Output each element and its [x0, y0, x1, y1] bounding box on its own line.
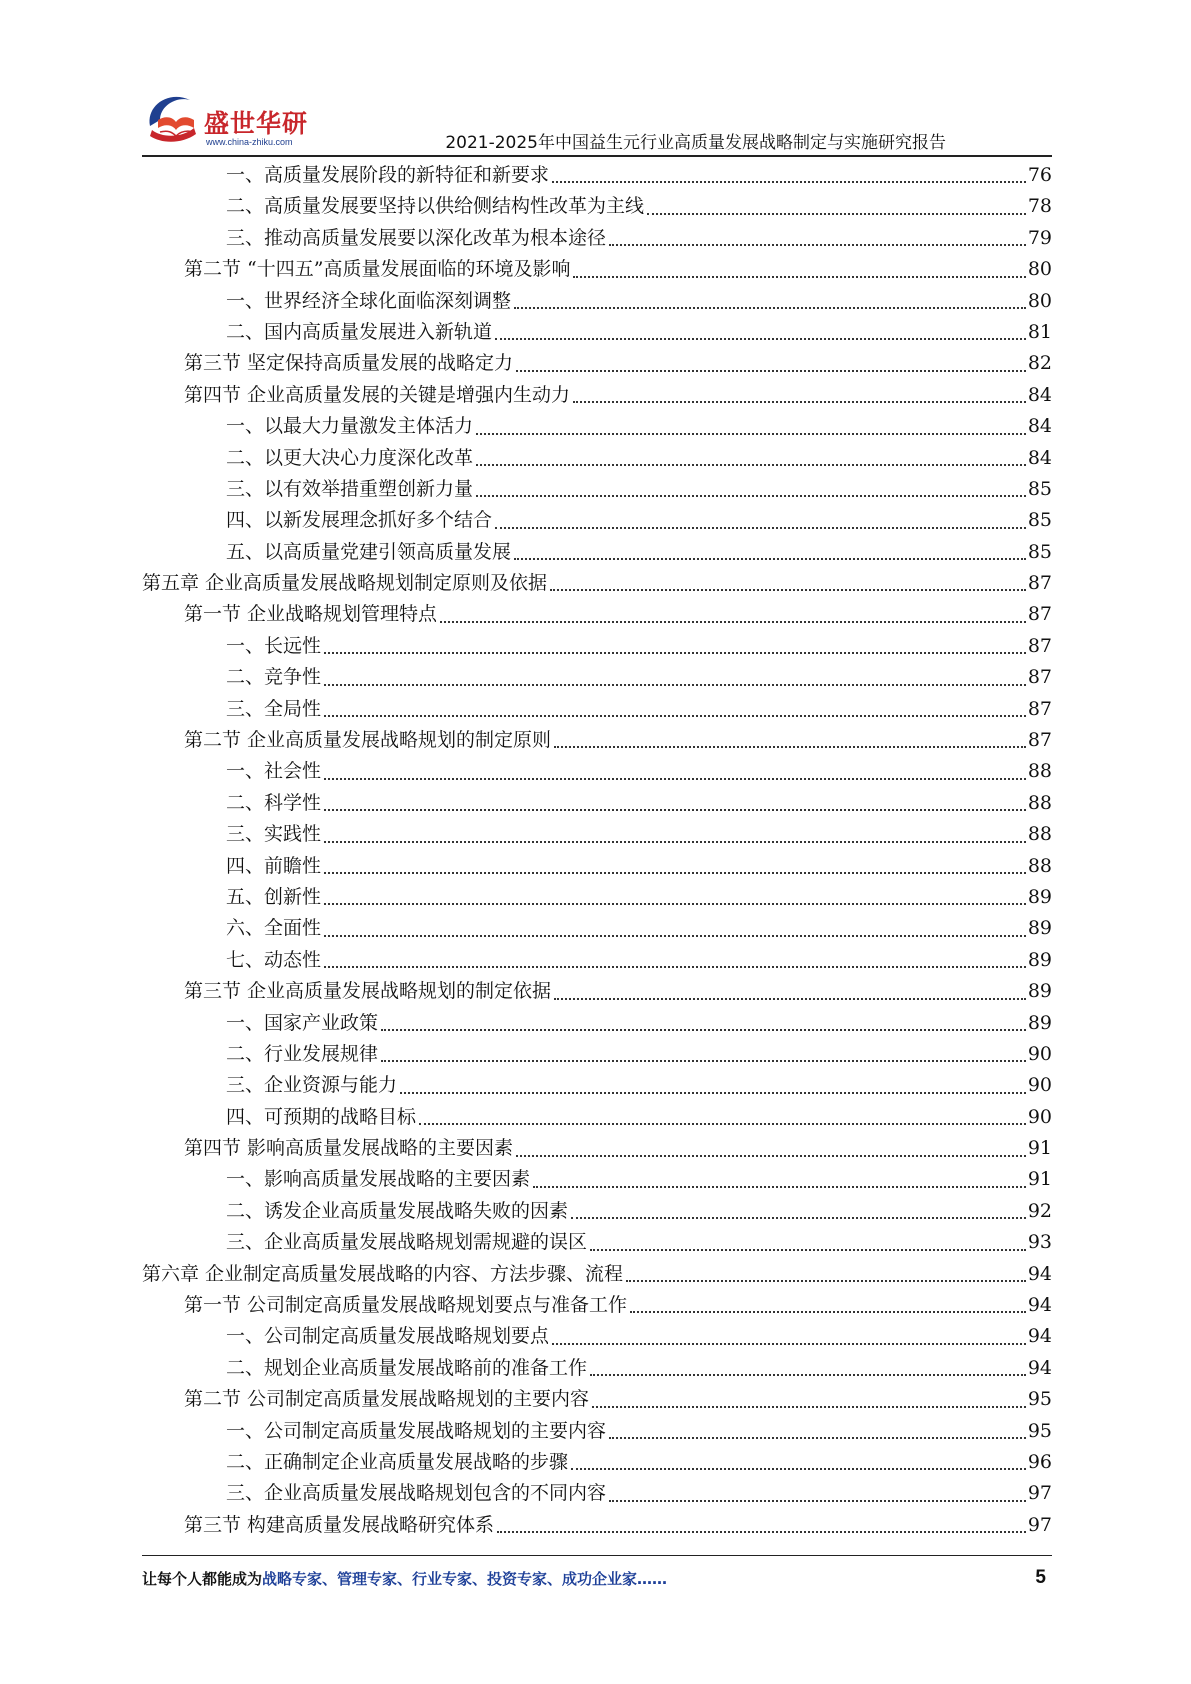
toc-dot-leader — [516, 1155, 1026, 1157]
toc-dot-leader — [381, 1060, 1026, 1062]
toc-entry-page: 91 — [1027, 1137, 1052, 1160]
toc-dot-leader — [554, 998, 1026, 1000]
toc-entry[interactable] — [142, 945, 1052, 976]
toc-entry-page: 80 — [1027, 289, 1052, 312]
report-title: 2021-2025年中国益生元行业高质量发展战略制定与实施研究报告 — [445, 133, 946, 153]
toc-entry-title: 一、社会性 — [226, 760, 322, 783]
toc-dot-leader — [626, 1280, 1026, 1282]
toc-entry[interactable] — [142, 756, 1052, 787]
toc-dot-leader — [609, 244, 1026, 246]
toc-entry-title: 一、公司制定高质量发展战略规划要点 — [226, 1325, 550, 1348]
toc-dot-leader — [514, 307, 1026, 309]
header-divider — [142, 155, 1052, 157]
toc-dot-leader — [324, 778, 1026, 780]
toc-entry-page: 88 — [1027, 791, 1052, 814]
toc-entry-title: 二、国内高质量发展进入新轨道 — [226, 320, 493, 343]
toc-entry[interactable] — [142, 851, 1052, 882]
toc-entry[interactable] — [142, 788, 1052, 819]
toc-entry-title: 第六章 企业制定高质量发展战略的内容、方法步骤、流程 — [142, 1262, 624, 1285]
toc-entry-page: 92 — [1027, 1199, 1052, 1222]
toc-entry-title: 三、企业高质量发展战略规划需规避的误区 — [226, 1231, 588, 1254]
toc-entry-page: 94 — [1027, 1262, 1052, 1285]
toc-dot-leader — [630, 1311, 1026, 1313]
logo-url: www.china-zhiku.com — [206, 137, 293, 147]
toc-entry[interactable] — [142, 1133, 1052, 1164]
toc-dot-leader — [400, 1092, 1026, 1094]
toc-entry-title: 一、公司制定高质量发展战略规划的主要内容 — [226, 1419, 607, 1442]
toc-entry-title: 一、高质量发展阶段的新特征和新要求 — [226, 163, 550, 186]
footer-divider — [142, 1555, 1052, 1556]
toc-dot-leader — [381, 1029, 1026, 1031]
toc-dot-leader — [516, 370, 1026, 372]
toc-entry-title: 第五章 企业高质量发展战略规划制定原则及依据 — [142, 572, 548, 595]
toc-dot-leader — [552, 181, 1026, 183]
toc-dot-leader — [495, 338, 1026, 340]
toc-dot-leader — [571, 1217, 1026, 1219]
footer-slogan-highlight: 战略专家、管理专家、行业专家、投资专家、成功企业家…… — [262, 1570, 668, 1588]
toc-entry-page: 89 — [1027, 917, 1052, 940]
toc-entry-page: 88 — [1027, 854, 1052, 877]
toc-entry[interactable] — [142, 1196, 1052, 1227]
toc-entry[interactable] — [142, 537, 1052, 568]
toc-entry-page: 95 — [1027, 1419, 1052, 1442]
toc-entry-title: 第二节 “十四五”高质量发展面临的环境及影响 — [184, 258, 571, 281]
toc-entry[interactable] — [142, 882, 1052, 913]
toc-entry-page: 76 — [1027, 163, 1052, 186]
toc-entry-page: 84 — [1027, 415, 1052, 438]
toc-dot-leader — [554, 746, 1026, 748]
toc-dot-leader — [324, 684, 1026, 686]
toc-entry-page: 84 — [1027, 383, 1052, 406]
toc-entry[interactable] — [142, 411, 1052, 442]
toc-entry[interactable] — [142, 1102, 1052, 1133]
toc-entry[interactable] — [142, 380, 1052, 411]
toc-dot-leader — [552, 1343, 1026, 1345]
toc-dot-leader — [573, 401, 1026, 403]
toc-entry[interactable] — [142, 568, 1052, 599]
toc-entry-title: 二、高质量发展要坚持以供给侧结构性改革为主线 — [226, 195, 645, 218]
toc-dot-leader — [440, 621, 1026, 623]
toc-entry[interactable] — [142, 348, 1052, 379]
toc-entry[interactable] — [142, 1353, 1052, 1384]
toc-entry-page: 88 — [1027, 823, 1052, 846]
toc-dot-leader — [324, 715, 1026, 717]
toc-entry-page: 90 — [1027, 1042, 1052, 1065]
toc-entry[interactable] — [142, 725, 1052, 756]
toc-entry[interactable] — [142, 819, 1052, 850]
toc-entry[interactable] — [142, 317, 1052, 348]
toc-entry[interactable] — [142, 474, 1052, 505]
footer-slogan-lead: 让每个人都能成为 — [142, 1570, 263, 1588]
toc-entry-title: 四、前瞻性 — [226, 854, 322, 877]
toc-entry-title: 第二节 公司制定高质量发展战略规划的主要内容 — [184, 1388, 590, 1411]
toc-entry-title: 二、行业发展规律 — [226, 1042, 379, 1065]
toc-entry[interactable] — [142, 631, 1052, 662]
toc-dot-leader — [647, 213, 1026, 215]
toc-entry[interactable] — [142, 1384, 1052, 1415]
toc-dot-leader — [324, 841, 1026, 843]
toc-entry[interactable] — [142, 1070, 1052, 1101]
toc-dot-leader — [324, 809, 1026, 811]
table-of-contents — [142, 160, 1052, 1541]
toc-entry-page: 97 — [1027, 1513, 1052, 1536]
toc-dot-leader — [592, 1406, 1026, 1408]
toc-entry[interactable] — [142, 599, 1052, 630]
toc-entry[interactable] — [142, 1321, 1052, 1352]
toc-entry[interactable] — [142, 1416, 1052, 1447]
toc-entry-page: 87 — [1027, 729, 1052, 752]
toc-entry-title: 二、科学性 — [226, 791, 322, 814]
toc-entry-page: 85 — [1027, 477, 1052, 500]
toc-dot-leader — [324, 966, 1026, 968]
toc-entry-title: 四、以新发展理念抓好多个结合 — [226, 509, 493, 532]
toc-dot-leader — [324, 903, 1026, 905]
toc-entry-page: 87 — [1027, 697, 1052, 720]
toc-dot-leader — [533, 1186, 1026, 1188]
toc-entry-page: 90 — [1027, 1074, 1052, 1097]
toc-dot-leader — [497, 1531, 1026, 1533]
page-header — [0, 0, 1191, 160]
logo-mark-icon — [142, 86, 208, 152]
toc-entry[interactable] — [142, 443, 1052, 474]
toc-entry-page: 88 — [1027, 760, 1052, 783]
toc-entry[interactable] — [142, 1447, 1052, 1478]
toc-entry[interactable] — [142, 913, 1052, 944]
toc-entry-page: 78 — [1027, 195, 1052, 218]
toc-entry[interactable] — [142, 1510, 1052, 1541]
page-number: 5 — [1035, 1567, 1046, 1588]
toc-entry-title: 第三节 坚定保持高质量发展的战略定力 — [184, 352, 514, 375]
toc-dot-leader — [324, 652, 1026, 654]
toc-entry-title: 一、世界经济全球化面临深刻调整 — [226, 289, 512, 312]
toc-entry-page: 87 — [1027, 572, 1052, 595]
toc-entry[interactable] — [142, 1227, 1052, 1258]
toc-entry-page: 87 — [1027, 634, 1052, 657]
toc-entry-title: 二、竞争性 — [226, 666, 322, 689]
toc-entry-page: 97 — [1027, 1482, 1052, 1505]
toc-entry-title: 一、影响高质量发展战略的主要因素 — [226, 1168, 531, 1191]
toc-entry-title: 第四节 企业高质量发展的关键是增强内生动力 — [184, 383, 571, 406]
toc-entry[interactable] — [142, 976, 1052, 1007]
toc-entry-page: 80 — [1027, 258, 1052, 281]
toc-entry-page: 81 — [1027, 320, 1052, 343]
toc-entry-title: 第一节 公司制定高质量发展战略规划要点与准备工作 — [184, 1294, 628, 1317]
toc-entry-page: 90 — [1027, 1105, 1052, 1128]
toc-entry-title: 一、以最大力量激发主体活力 — [226, 415, 474, 438]
toc-entry-page: 85 — [1027, 540, 1052, 563]
toc-entry-page: 96 — [1027, 1451, 1052, 1473]
toc-entry-page: 82 — [1027, 352, 1052, 375]
toc-entry[interactable] — [142, 1259, 1052, 1290]
toc-entry-title: 一、国家产业政策 — [226, 1011, 379, 1034]
toc-entry-page: 85 — [1027, 509, 1052, 532]
toc-entry-title: 四、可预期的战略目标 — [226, 1105, 417, 1128]
toc-entry-page: 89 — [1027, 1011, 1052, 1034]
toc-entry[interactable] — [142, 286, 1052, 317]
toc-entry[interactable] — [142, 160, 1052, 191]
toc-dot-leader — [495, 527, 1026, 529]
toc-entry-page: 79 — [1027, 226, 1052, 249]
page-footer — [142, 1568, 1052, 1598]
toc-dot-leader — [476, 433, 1026, 435]
toc-entry[interactable] — [142, 1165, 1052, 1196]
toc-dot-leader — [609, 1500, 1026, 1502]
toc-entry[interactable] — [142, 191, 1052, 222]
toc-entry-title: 三、企业资源与能力 — [226, 1074, 398, 1097]
toc-dot-leader — [573, 276, 1025, 278]
toc-entry-title: 第三节 企业高质量发展战略规划的制定依据 — [184, 980, 552, 1003]
toc-entry-title: 二、诱发企业高质量发展战略失败的因素 — [226, 1199, 569, 1222]
toc-entry-title: 三、以有效举措重塑创新力量 — [226, 477, 474, 500]
toc-entry-title: 第三节 构建高质量发展战略研究体系 — [184, 1513, 495, 1536]
toc-entry-page: 93 — [1027, 1231, 1052, 1254]
toc-entry[interactable] — [142, 1478, 1052, 1509]
toc-entry-title: 三、实践性 — [226, 823, 322, 846]
toc-entry-page: 94 — [1027, 1325, 1052, 1348]
toc-entry[interactable] — [142, 1039, 1052, 1070]
logo-name: 盛世华研 — [204, 109, 309, 138]
toc-entry-title: 七、动态性 — [226, 948, 322, 971]
toc-dot-leader — [324, 935, 1026, 937]
toc-dot-leader — [514, 558, 1026, 560]
toc-dot-leader — [476, 495, 1026, 497]
toc-entry-page: 87 — [1027, 666, 1052, 689]
toc-entry-page: 95 — [1027, 1388, 1052, 1411]
toc-entry-title: 五、创新性 — [226, 885, 322, 908]
toc-entry[interactable] — [142, 1290, 1052, 1321]
toc-entry[interactable] — [142, 694, 1052, 725]
toc-dot-leader — [590, 1249, 1026, 1251]
company-logo — [142, 86, 332, 156]
toc-entry-page: 87 — [1027, 603, 1052, 626]
toc-dot-leader — [324, 872, 1026, 874]
toc-entry-title: 三、推动高质量发展要以深化改革为根本途径 — [226, 226, 607, 249]
toc-entry[interactable] — [142, 223, 1052, 254]
toc-entry-page: 91 — [1027, 1168, 1052, 1191]
toc-dot-leader — [571, 1468, 1026, 1470]
toc-entry-page: 89 — [1027, 980, 1052, 1003]
toc-entry-title: 五、以高质量党建引领高质量发展 — [226, 540, 512, 563]
toc-dot-leader — [419, 1123, 1026, 1125]
toc-entry-title: 一、长远性 — [226, 634, 322, 657]
toc-dot-leader — [476, 464, 1026, 466]
toc-entry-page: 84 — [1027, 446, 1052, 469]
toc-entry-title: 第一节 企业战略规划管理特点 — [184, 603, 438, 626]
toc-entry-title: 二、以更大决心力度深化改革 — [226, 446, 474, 469]
toc-entry-page: 94 — [1027, 1294, 1052, 1317]
toc-entry[interactable] — [142, 662, 1052, 693]
toc-entry-title: 三、企业高质量发展战略规划包含的不同内容 — [226, 1482, 607, 1505]
toc-entry[interactable] — [142, 1008, 1052, 1039]
toc-entry-title: 第四节 影响高质量发展战略的主要因素 — [184, 1137, 514, 1160]
toc-entry-title: 第二节 企业高质量发展战略规划的制定原则 — [184, 729, 552, 752]
toc-entry-title: 六、全面性 — [226, 917, 322, 940]
toc-entry-title: 二、规划企业高质量发展战略前的准备工作 — [226, 1356, 588, 1379]
toc-entry-page: 94 — [1027, 1356, 1052, 1379]
toc-dot-leader — [590, 1374, 1026, 1376]
toc-dot-leader — [550, 589, 1026, 591]
toc-entry-title: 二、正确制定企业高质量发展战略的步骤 — [226, 1451, 569, 1473]
toc-dot-leader — [609, 1437, 1026, 1439]
toc-entry[interactable] — [142, 254, 1052, 285]
toc-entry[interactable] — [142, 505, 1052, 536]
toc-entry-page: 89 — [1027, 948, 1052, 971]
toc-entry-title: 三、全局性 — [226, 697, 322, 720]
toc-entry-page: 89 — [1027, 885, 1052, 908]
